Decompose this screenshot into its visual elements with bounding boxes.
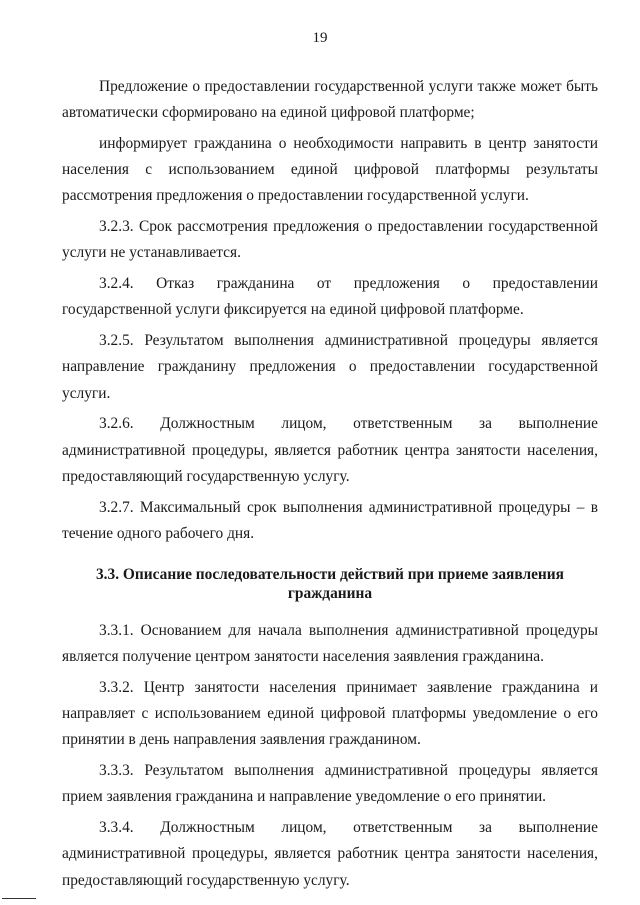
footer-rule (2, 898, 36, 899)
section-heading: 3.3. Описание последовательности действий при приеме заявления гражданина (95, 566, 564, 603)
paragraph-3-3-4: 3.3.4. Должностным лицом, ответственным за выполнение административной процедуры, является работник центра занятости населения, предоставляющий государственную услугу. (62, 819, 598, 889)
page-number: 19 (312, 30, 328, 46)
paragraph-3-3-1: 3.3.1. Основанием для начала выполнения административной процедуры является получение центром занятости населения заявления гражданина. (62, 622, 598, 666)
paragraph-3-2-3: 3.2.3. Срок рассмотрения предложения о предоставлении государственной услуги не устанавливается. (62, 218, 598, 262)
paragraph-3-3-2: 3.3.2. Центр занятости населения принимает заявление гражданина и направляет с использованием единой цифровой платформы уведомление о его принятии в день направления заявления гражданином. (62, 679, 598, 749)
paragraph-3-2-7: 3.2.7. Максимальный срок выполнения административной процедуры – в течение одного рабочего дня. (62, 498, 598, 542)
document-body (62, 74, 598, 898)
paragraph: информирует гражданина о необходимости направить в центр занятости населения с использованием единой цифровой платформы результаты рассмотрения предложения о предоставлении государственной услуги. (62, 135, 598, 205)
paragraph-3-2-4: 3.2.4. Отказ гражданина от предложения о предоставлении государственной услуги фиксируется на единой цифровой платформе. (62, 275, 598, 319)
paragraph-3-2-5: 3.2.5. Результатом выполнения административной процедуры является направление гражданину предложения о предоставлении государственной услуги. (62, 332, 598, 402)
paragraph: Предложение о предоставлении государственной услуги также может быть автоматически сформировано на единой цифровой платформе; (62, 78, 598, 122)
paragraph-3-3-3: 3.3.3. Результатом выполнения административной процедуры является прием заявления гражданина и направление уведомление о его принятии. (62, 762, 598, 806)
paragraph-3-2-6: 3.2.6. Должностным лицом, ответственным за выполнение административной процедуры, является работник центра занятости населения, предоставляющий государственную услугу. (62, 415, 598, 485)
